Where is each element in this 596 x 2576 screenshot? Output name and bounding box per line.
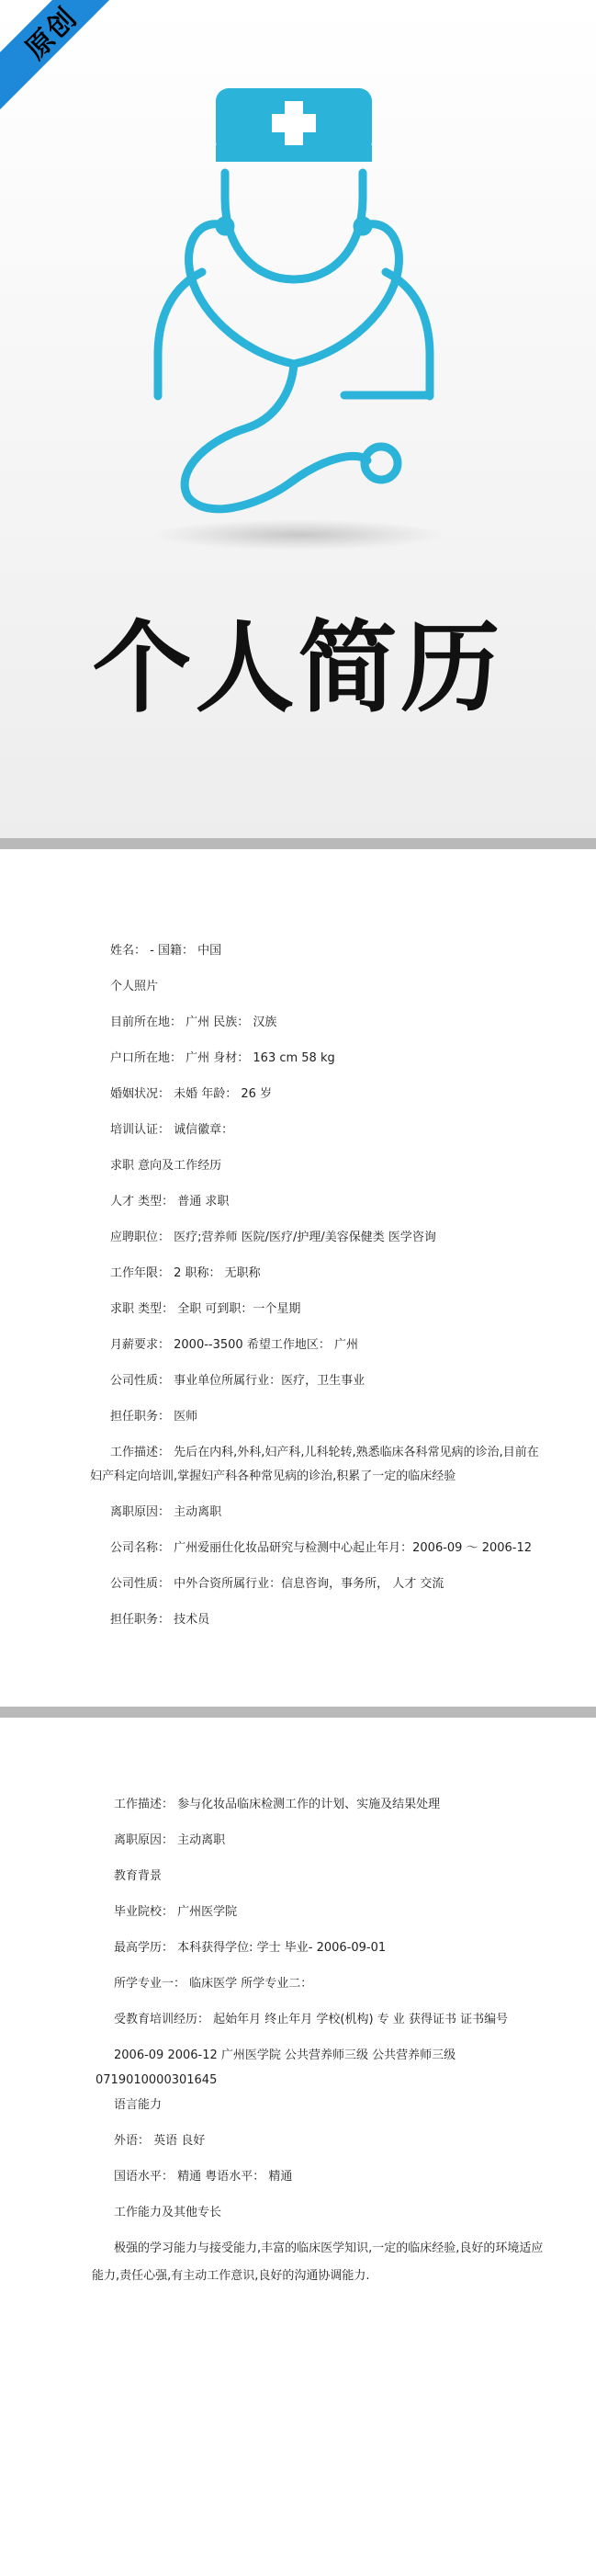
text-line: 应聘职位： 医疗;营养师 医院/医疗/护理/美容保健类 医学咨询 [110, 1231, 436, 1244]
text-line: 受教育培训经历： 起始年月 终止年月 学校(机构) 专 业 获得证书 证书编号 [114, 2013, 509, 2026]
original-badge-label: 原创 [19, 1, 84, 66]
text-line: 工作描述： 参与化妆品临床检测工作的计划、实施及结果处理 [114, 1798, 441, 1811]
cover-page [0, 0, 596, 838]
text-line: 最高学历： 本科获得学位: 学士 毕业- 2006-09-01 [114, 1941, 387, 1955]
text-line: 2006-09 2006-12 广州医学院 公共营养师三级 公共营养师三级 [114, 2048, 456, 2062]
text-line: 目前所在地： 广州 民族： 汉族 [110, 1016, 277, 1029]
page-divider [0, 838, 596, 849]
text-line: 公司性质： 中外合资所属行业：信息咨询，事务所， 人才 交流 [110, 1577, 444, 1591]
section-heading: 教育背景 [114, 1869, 163, 1883]
text-line: 求职 类型： 全职 可到职：一个星期 [110, 1302, 301, 1316]
text-line: 公司性质： 事业单位所属行业：医疗，卫生事业 [110, 1374, 365, 1388]
text-line: 公司名称： 广州爱丽仕化妆品研究与检测中心起止年月：2006-09 ～ 2006-12 [110, 1541, 533, 1555]
text-line: 所学专业一： 临床医学 所学专业二： [114, 1977, 313, 1991]
text-line: 离职原因： 主动离职 [114, 1833, 226, 1847]
cover-title: 个人简历 [92, 611, 504, 726]
text-line: 户口所在地： 广州 身材： 163 cm 58 kg [110, 1051, 335, 1065]
icon-shadow [152, 519, 445, 550]
text-line: 婚姻状况： 未婚 年龄： 26 岁 [110, 1087, 273, 1101]
text-line: 月薪要求： 2000--3500 希望工作地区： 广州 [110, 1338, 358, 1352]
text-line: 担任职务： 医师 [110, 1410, 198, 1424]
text-line: 0719010000301645 [96, 2073, 218, 2087]
section-heading: 语言能力 [114, 2098, 163, 2112]
text-line: 离职原因： 主动离职 [110, 1505, 222, 1519]
doctor-icon [138, 88, 450, 529]
text-line: 人才 类型： 普通 求职 [110, 1195, 230, 1209]
text-line: 国语水平： 精通 粤语水平： 精通 [114, 2170, 293, 2184]
section-heading: 工作能力及其他专长 [114, 2206, 222, 2219]
text-line: 担任职务： 技术员 [110, 1613, 210, 1627]
text-line: 妇产科定向培训,掌握妇产科各种常见病的诊治,积累了一定的临床经验 [90, 1470, 456, 1483]
text-line: 求职 意向及工作经历 [110, 1159, 222, 1173]
text-line: 毕业院校： 广州医学院 [114, 1905, 238, 1919]
text-line: 外语： 英语 良好 [114, 2134, 206, 2148]
text-line: 极强的学习能力与接受能力,丰富的临床医学知识,一定的临床经验,良好的环境适应 [114, 2241, 544, 2255]
text-line: 培训认证： 诚信徽章： [110, 1123, 234, 1137]
text-line: 个人照片 [110, 980, 159, 993]
resume-page-2 [0, 1718, 596, 2576]
text-line: 工作年限： 2 职称： 无职称 [110, 1266, 261, 1280]
original-badge [0, 0, 129, 110]
resume-page-1 [0, 849, 596, 1707]
text-line: 能力,责任心强,有主动工作意识,良好的沟通协调能力. [92, 2269, 370, 2283]
text-line: 姓名： - 国籍： 中国 [110, 944, 222, 958]
page-divider [0, 1707, 596, 1718]
text-line: 工作描述： 先后在内科,外科,妇产科,儿科轮转,熟悉临床各科常见病的诊治,目前在 [110, 1446, 539, 1459]
